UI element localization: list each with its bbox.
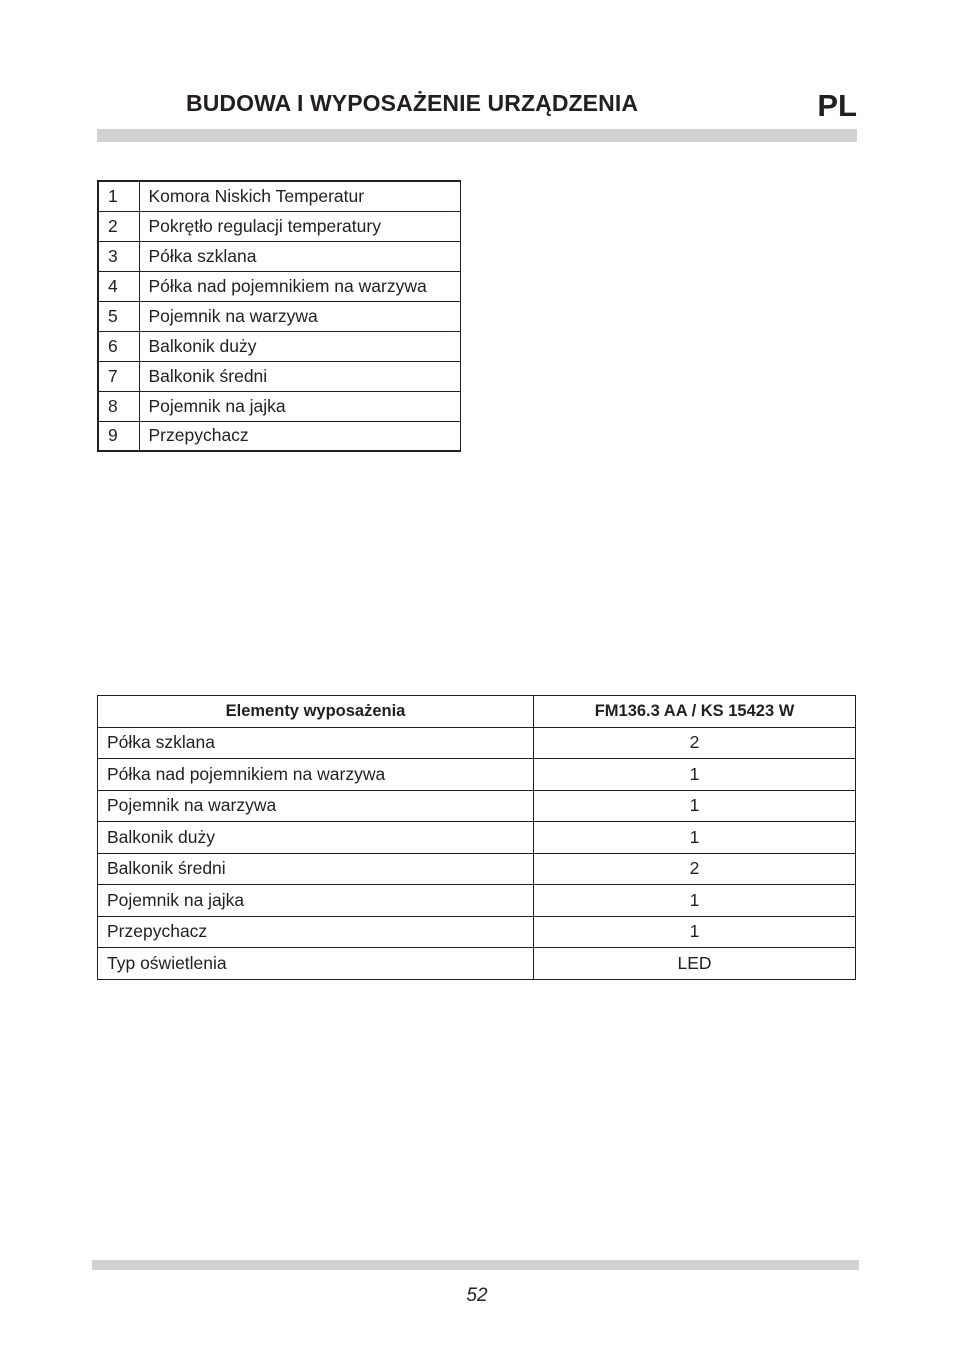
part-number: 8	[98, 391, 139, 421]
equipment-value: 2	[534, 727, 856, 759]
equipment-value: LED	[534, 948, 856, 980]
equipment-value: 1	[534, 822, 856, 854]
table-row	[98, 885, 856, 917]
part-number: 1	[98, 181, 139, 211]
equipment-value: 1	[534, 885, 856, 917]
table-row	[98, 301, 461, 331]
part-name: Balkonik duży	[139, 331, 461, 361]
table-row	[98, 421, 461, 451]
equipment-value: 1	[534, 790, 856, 822]
table-row	[98, 790, 856, 822]
part-name: Balkonik średni	[139, 361, 461, 391]
equipment-value: 1	[534, 916, 856, 948]
equipment-value: 2	[534, 853, 856, 885]
table-row	[98, 271, 461, 301]
table-row	[98, 853, 856, 885]
equipment-item: Pojemnik na warzywa	[98, 790, 534, 822]
page-number: 52	[466, 1285, 488, 1306]
part-name: Pokrętło regulacji temperatury	[139, 211, 461, 241]
table-header-row	[98, 696, 856, 728]
equipment-item: Półka nad pojemnikiem na warzywa	[98, 759, 534, 791]
part-name: Komora Niskich Temperatur	[139, 181, 461, 211]
part-number: 6	[98, 331, 139, 361]
part-name: Pojemnik na jajka	[139, 391, 461, 421]
table-row	[98, 181, 461, 211]
part-name: Półka nad pojemnikiem na warzywa	[139, 271, 461, 301]
equipment-item: Przepychacz	[98, 916, 534, 948]
equipment-table	[97, 695, 856, 980]
language-code: PL	[817, 88, 857, 123]
equipment-item: Balkonik średni	[98, 853, 534, 885]
page-title: BUDOWA I WYPOSAŻENIE URZĄDZENIA	[186, 90, 639, 116]
table-row	[98, 948, 856, 980]
part-number: 4	[98, 271, 139, 301]
equipment-item: Typ oświetlenia	[98, 948, 534, 980]
column-header-item: Elementy wyposażenia	[98, 696, 534, 728]
part-number: 9	[98, 421, 139, 451]
header-divider	[97, 129, 857, 142]
table-row	[98, 727, 856, 759]
part-number: 5	[98, 301, 139, 331]
table-row	[98, 916, 856, 948]
table-row	[98, 241, 461, 271]
parts-table	[97, 180, 461, 452]
part-name: Półka szklana	[139, 241, 461, 271]
part-name: Pojemnik na warzywa	[139, 301, 461, 331]
equipment-item: Półka szklana	[98, 727, 534, 759]
table-row	[98, 361, 461, 391]
equipment-item: Pojemnik na jajka	[98, 885, 534, 917]
footer-divider	[92, 1260, 859, 1270]
column-header-model: FM136.3 AA / KS 15423 W	[534, 696, 856, 728]
table-row	[98, 822, 856, 854]
table-row	[98, 331, 461, 361]
part-number: 7	[98, 361, 139, 391]
part-number: 3	[98, 241, 139, 271]
part-name: Przepychacz	[139, 421, 461, 451]
equipment-value: 1	[534, 759, 856, 791]
table-row	[98, 211, 461, 241]
part-number: 2	[98, 211, 139, 241]
table-row	[98, 391, 461, 421]
equipment-item: Balkonik duży	[98, 822, 534, 854]
table-row	[98, 759, 856, 791]
